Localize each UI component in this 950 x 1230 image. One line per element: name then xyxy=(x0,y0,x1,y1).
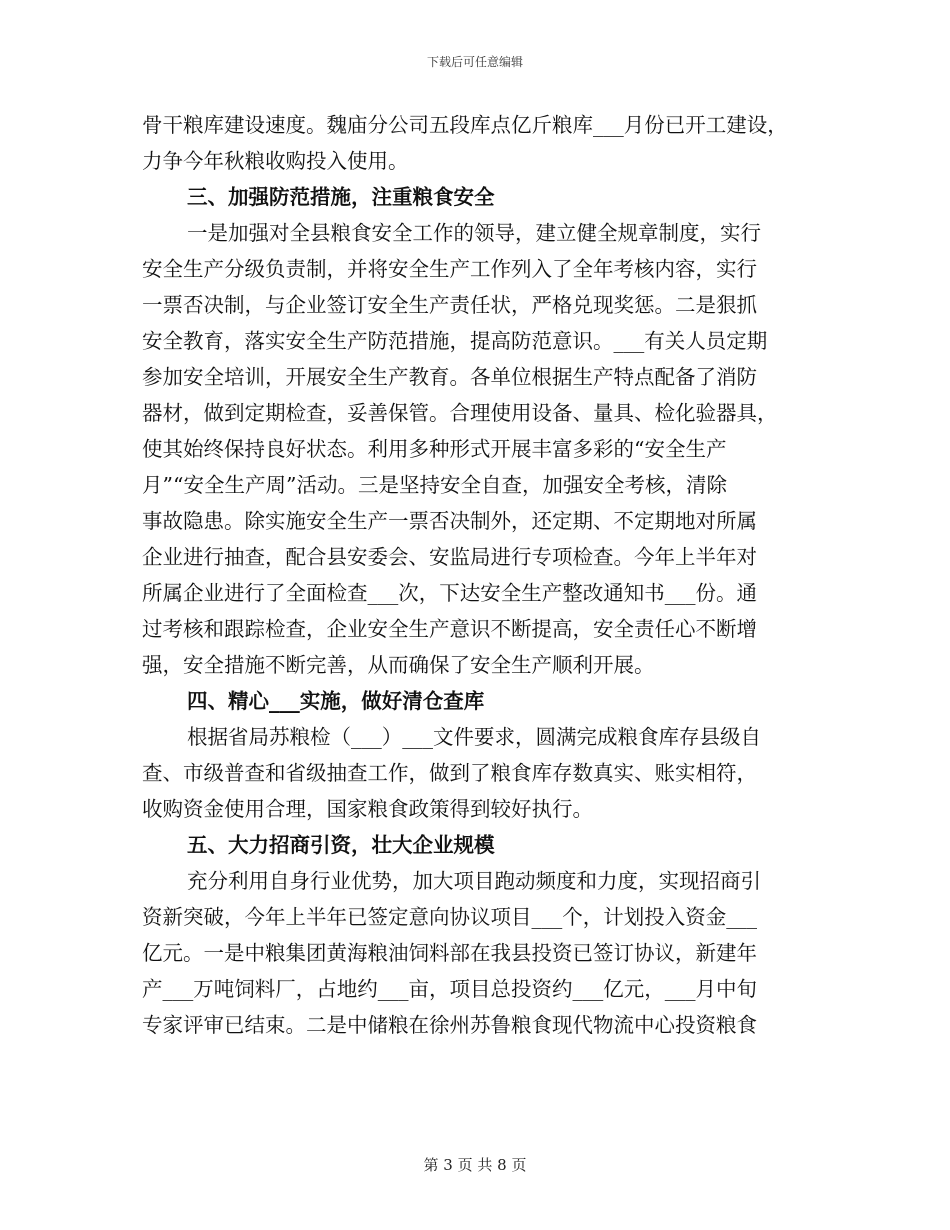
body-line: 所属企业进行了全面检查___次，下达安全生产整改通知书___份。通 xyxy=(142,581,757,605)
body-line: 查、市级普查和省级抽查工作，做到了粮食库存数真实、账实相符， xyxy=(142,761,757,785)
body-line: 月”“安全生产周”活动。三是坚持安全自查，加强安全考核，清除 xyxy=(142,473,727,497)
body-line: 专家评审已结束。二是中储粮在徐州苏鲁粮食现代物流中心投资粮食 xyxy=(142,1013,757,1037)
body-line: 器材，做到定期检查，妥善保管。合理使用设备、量具、检化验器具， xyxy=(142,401,778,425)
body-line: 力争今年秋粮收购投入使用。 xyxy=(142,149,409,173)
body-line: 资新突破，今年上半年已签定意向协议项目___个，计划投入资金___ xyxy=(142,905,757,929)
body-line: 收购资金使用合理，国家粮食政策得到较好执行。 xyxy=(142,797,593,821)
body-line: 亿元。一是中粮集团黄海粮油饲料部在我县投资已签订协议，新建年 xyxy=(142,941,757,965)
body-line: 过考核和跟踪检查，企业安全生产意识不断提高，安全责任心不断增 xyxy=(142,617,757,641)
body-line: 产___万吨饲料厂，占地约___亩，项目总投资约___亿元，___月中旬 xyxy=(142,977,757,1001)
section-heading-4: 四、精心___实施，做好清仓查库 xyxy=(187,689,485,713)
body-line: 安全生产分级负责制，并将安全生产工作列入了全年考核内容，实行 xyxy=(142,257,757,281)
body-line: 安全教育，落实安全生产防范措施，提高防范意识。___有关人员定期 xyxy=(142,329,768,353)
section-heading-3: 三、加强防范措施，注重粮食安全 xyxy=(187,185,495,209)
body-line: 一票否决制，与企业签订安全生产责任状，严格兑现奖惩。二是狠抓 xyxy=(142,293,757,317)
paragraph-start-line: 充分利用自身行业优势，加大项目跑动频度和力度，实现招商引 xyxy=(187,869,761,893)
body-line: 强，安全措施不断完善，从而确保了安全生产顺利开展。 xyxy=(142,653,655,677)
body-line: 骨干粮库建设速度。魏庙分公司五段库点亿斤粮库___月份已开工建设， xyxy=(142,113,788,137)
page-footer: 第 3 页 共 8 页 xyxy=(423,1156,527,1174)
body-line: 参加安全培训，开展安全生产教育。各单位根据生产特点配备了消防 xyxy=(142,365,757,389)
body-line: 企业进行抽查，配合县安委会、安监局进行专项检查。今年上半年对 xyxy=(142,545,757,569)
body-line: 事故隐患。除实施安全生产一票否决制外，还定期、不定期地对所属 xyxy=(142,509,757,533)
paragraph-start-line: 根据省局苏粮检（___）___文件要求，圆满完成粮食库存县级自 xyxy=(187,725,761,749)
page-header: 下载后可任意编辑 xyxy=(426,55,523,69)
section-heading-5: 五、大力招商引资，壮大企业规模 xyxy=(187,833,495,857)
body-line: 使其始终保持良好状态。利用多种形式开展丰富多彩的“安全生产 xyxy=(142,437,727,461)
paragraph-start-line: 一是加强对全县粮食安全工作的领导，建立健全规章制度，实行 xyxy=(187,221,761,245)
document-body xyxy=(142,107,812,1043)
